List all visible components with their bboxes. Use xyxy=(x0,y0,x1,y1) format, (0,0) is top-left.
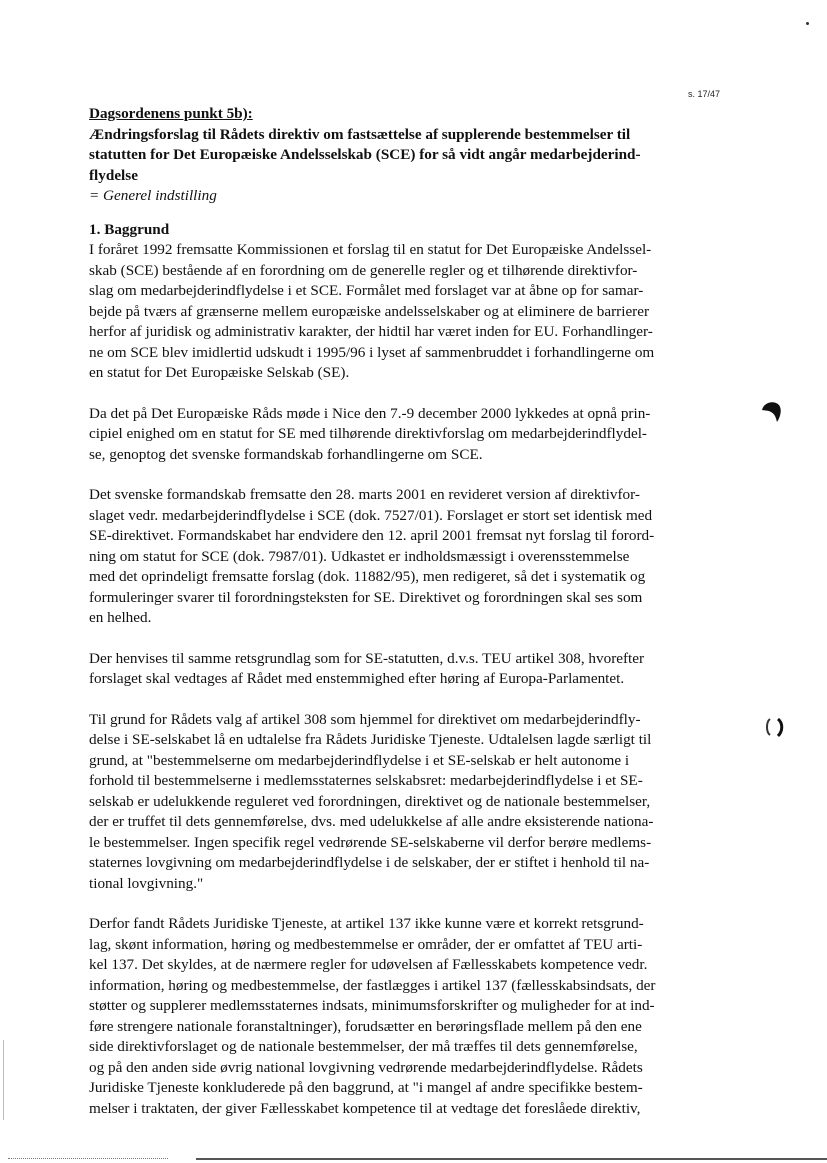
text-line: formuleringer svarer til forordningsteksten for SE. Direktivet og forordningen skal ses som xyxy=(89,588,643,606)
text-line: en helhed. xyxy=(89,609,152,626)
text-line: herfor af juridisk og administrativ karakter, der hidtil har været inden for EU. Forhandlinger- xyxy=(89,323,653,340)
text-line: med det oprindeligt fremsatte forslag (dok. 11882/95), men redigeret, så det i systematik og xyxy=(89,568,646,585)
text-line: side direktivforslaget og de nationale bestemmelser, der må træffes til dets gennemførelse, xyxy=(89,1038,638,1055)
text-line: skab (SCE) bestående af en forordning om de generelle regler og et tilhørende direktivfor- xyxy=(89,261,638,279)
scan-edge-line xyxy=(3,1040,4,1120)
title-line: flydelse xyxy=(89,166,138,184)
text-line: Til grund for Rådets valg af artikel 308 som hjemmel for direktivet om medarbejderindfly- xyxy=(89,710,641,728)
text-line: forslaget skal vedtages af Rådet med enstemmighed efter høring af Europa-Parlamentet. xyxy=(89,670,625,687)
text-line: og på den anden side øvrig national lovgivning vedrørende medarbejderindflydelse. Rådets xyxy=(89,1058,643,1076)
paragraph xyxy=(89,485,709,629)
text-line: SE-direktivet. Formandskabet har endvidere den 12. april 2001 fremsat nyt forslag til forord- xyxy=(89,527,655,544)
text-line: I foråret 1992 fremsatte Kommissionen et forslag til en statut for Det Europæiske Andelssel- xyxy=(89,241,652,258)
paragraph xyxy=(89,914,709,1119)
text-line: ning om statut for SCE (dok. 7987/01). Udkastet er indholdsmæssigt i overensstemmelse xyxy=(89,547,630,565)
text-line: ne om SCE blev imidlertid udskudt i 1995/96 i lyset af sammenbruddet i forhandlingerne om xyxy=(89,343,655,361)
scan-bottom-edge xyxy=(8,1158,168,1160)
paragraph xyxy=(89,404,709,466)
text-line: lag, skønt information, høring og medbestemmelse er områder, der er omfattet af TEU arti- xyxy=(89,935,643,953)
agenda-heading: Dagsordenens punkt 5b): xyxy=(89,105,253,122)
text-line: Da det på Det Europæiske Råds møde i Nice den 7.-9 december 2000 lykkedes at opnå prin- xyxy=(89,404,651,422)
text-line: en statut for Det Europæiske Selskab (SE). xyxy=(89,364,350,381)
text-line: bejde på tværs af grænserne mellem europæiske andelsselskaber og at eliminere de barrierer xyxy=(89,302,650,320)
text-line: Juridiske Tjeneste konkluderede på den baggrund, at "i mangel af andre specifikke bestem- xyxy=(89,1079,643,1096)
text-line: slag om medarbejderindflydelse i et SCE. Formålet med forslaget var at åbne op for samar- xyxy=(89,282,644,299)
text-line: Der henvises til samme retsgrundlag som for SE-statutten, d.v.s. TEU artikel 308, hvorefter xyxy=(89,649,645,667)
document-title xyxy=(89,125,709,187)
text-line: se, genoptog det svenske formandskab forhandlingerne om SCE. xyxy=(89,445,483,463)
text-line: der er truffet til dets gennemførelse, dvs. med udelukkelse af alle andre eksisterende nationa- xyxy=(89,813,654,830)
text-line: føre strengere nationale foranstaltninger), forudsætter en berøringsflade mellem på den ene xyxy=(89,1017,642,1035)
text-line: kel 137. Det skyldes, at de nærmere regler for udøvelsen af Fællesskabets kompetence vedr. xyxy=(89,956,648,973)
paragraph xyxy=(89,710,709,895)
text-line: staternes lovgivning om medarbejderindflydelse i de selskaber, der er stiftet i henhold til na- xyxy=(89,854,650,871)
text-line: le bestemmelser. Ingen specifik regel vedrørende SE-selskaberne vil derfor berøre medlems- xyxy=(89,833,652,851)
text-line: information, høring og medbestemmelse, der fastlægges i artikel 137 (fællesskabsindsats, der xyxy=(89,976,656,994)
text-line: slaget vedr. medarbejderindflydelse i SCE (dok. 7527/01). Forslaget er stort set identisk med xyxy=(89,506,653,524)
text-line: Derfor fandt Rådets Juridiske Tjeneste, at artikel 137 ikke kunne være et korrekt retsgrund- xyxy=(89,915,644,932)
scan-bottom-edge xyxy=(196,1158,827,1160)
page-number: s. 17/47 xyxy=(688,89,721,99)
text-line: selskab er udelukkende reguleret ved forordningen, direktivet og de nationale bestemmelser, xyxy=(89,792,651,810)
text-line: Det svenske formandskab fremsatte den 28. marts 2001 en revideret version af direktivfor- xyxy=(89,486,640,503)
paragraph xyxy=(89,240,709,384)
text-line: melser i traktaten, der giver Fællesskabet kompetence til at vedtage det foreslåede direktiv, xyxy=(89,1099,641,1117)
text-line: delse i SE-selskabet lå en udtalelse fra Rådets Juridiske Tjeneste. Udtalelsen lagde særligt til xyxy=(89,731,652,748)
text-line: tional lovgivning." xyxy=(89,874,204,892)
scan-speck xyxy=(806,22,809,25)
text-line: grund, at "bestemmelserne om medarbejderindflydelse i et SE-selskab er helt autonome i xyxy=(89,751,630,769)
text-line: støtter og supplerer medlemsstaternes indsats, minimumsforskrifter og muligheder for at ind- xyxy=(89,997,655,1014)
section-heading: 1. Baggrund xyxy=(89,220,170,238)
punch-hole-mark xyxy=(764,716,784,738)
title-line: Ændringsforslag til Rådets direktiv om fastsættelse af supplerende bestemmelser til xyxy=(89,125,631,143)
document-body xyxy=(89,104,709,1139)
text-line: cipiel enighed om en statut for SE med tilhørende direktivforslag om medarbejderindflydel- xyxy=(89,425,647,442)
document-subtitle: = Generel indstilling xyxy=(89,187,217,204)
punch-hole-mark xyxy=(760,398,782,424)
text-line: forhold til bestemmelserne i medlemsstaternes selskabsret: medarbejderindflydelse i et SE- xyxy=(89,772,643,789)
title-line: statutten for Det Europæiske Andelsselskab (SCE) for så vidt angår medarbejderind- xyxy=(89,146,641,163)
paragraph xyxy=(89,649,709,690)
